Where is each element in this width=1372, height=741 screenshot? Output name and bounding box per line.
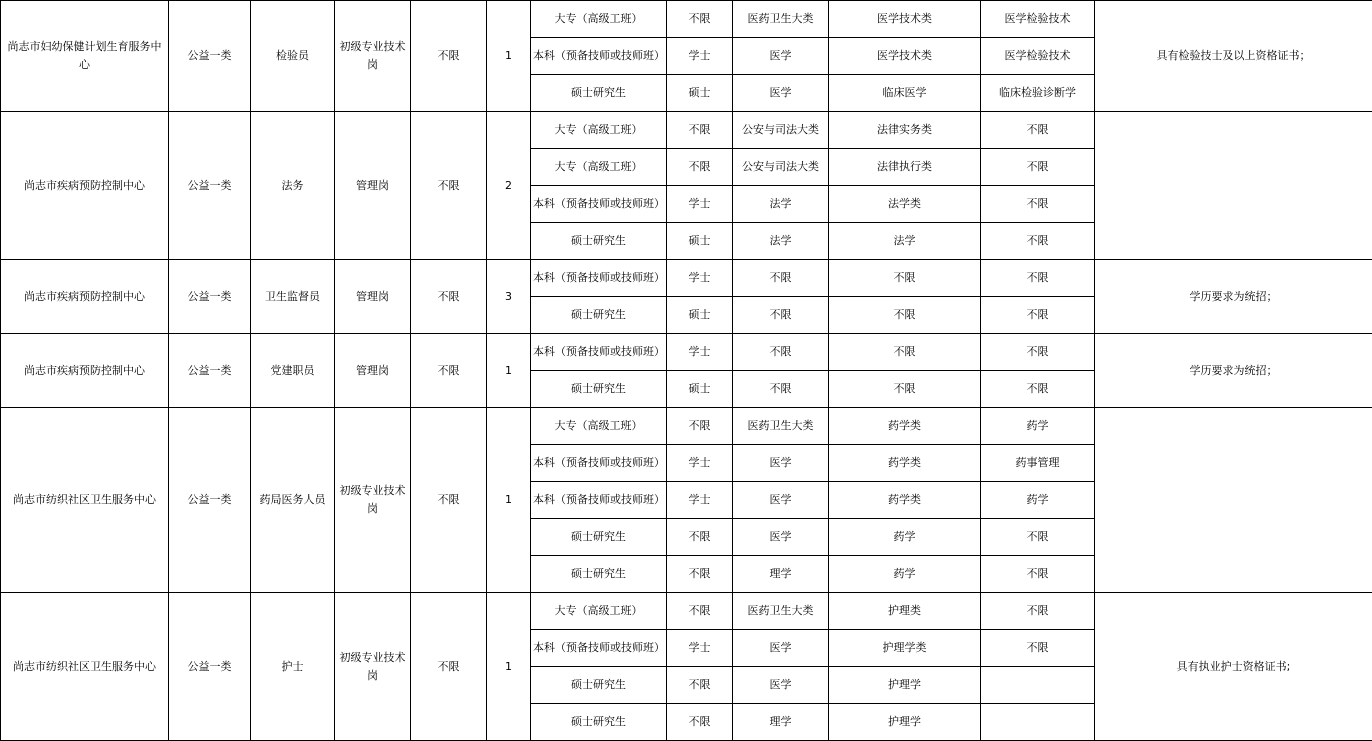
position-cell: 药局医务人员 (251, 408, 335, 593)
table-row (1, 334, 1372, 371)
major-cell: 药学 (981, 482, 1095, 519)
major-class-cell: 护理学 (829, 704, 981, 741)
major-class-cell: 法律实务类 (829, 112, 981, 149)
degree-cell: 学士 (667, 186, 733, 223)
major-cell: 不限 (981, 260, 1095, 297)
education-cell: 硕士研究生 (531, 556, 667, 593)
headcount-cell: 2 (487, 112, 531, 260)
headcount-cell: 1 (487, 1, 531, 112)
note-cell: 学历要求为统招； (1095, 334, 1372, 408)
unit-cell: 尚志市纺织社区卫生服务中心 (1, 408, 169, 593)
major-category-cell: 不限 (733, 371, 829, 408)
note-cell (1095, 408, 1372, 593)
category-cell: 公益一类 (169, 593, 251, 741)
unit-cell: 尚志市妇幼保健计划生育服务中心 (1, 1, 169, 112)
unit-cell: 尚志市疾病预防控制中心 (1, 112, 169, 260)
major-class-cell: 不限 (829, 334, 981, 371)
post-type-cell: 初级专业技术岗 (335, 1, 411, 112)
category-cell: 公益一类 (169, 408, 251, 593)
major-category-cell: 公安与司法大类 (733, 112, 829, 149)
headcount-cell: 1 (487, 408, 531, 593)
unit-cell: 尚志市纺织社区卫生服务中心 (1, 593, 169, 741)
education-cell: 大专（高级工班） (531, 408, 667, 445)
major-class-cell: 医学技术类 (829, 38, 981, 75)
degree-cell: 不限 (667, 704, 733, 741)
major-class-cell: 护理学 (829, 667, 981, 704)
major-category-cell: 法学 (733, 223, 829, 260)
major-class-cell: 不限 (829, 371, 981, 408)
category-cell: 公益一类 (169, 260, 251, 334)
education-cell: 大专（高级工班） (531, 593, 667, 630)
headcount-cell: 1 (487, 593, 531, 741)
table-row (1, 1, 1372, 38)
degree-cell: 不限 (667, 149, 733, 186)
education-cell: 本科（预备技师或技师班） (531, 260, 667, 297)
major-category-cell: 医药卫生大类 (733, 1, 829, 38)
degree-cell: 学士 (667, 334, 733, 371)
category-cell: 公益一类 (169, 1, 251, 112)
major-cell: 不限 (981, 519, 1095, 556)
major-category-cell: 法学 (733, 186, 829, 223)
education-cell: 本科（预备技师或技师班） (531, 445, 667, 482)
position-cell: 护士 (251, 593, 335, 741)
major-cell: 药学 (981, 408, 1095, 445)
major-category-cell: 不限 (733, 297, 829, 334)
headcount-cell: 1 (487, 334, 531, 408)
table-row (1, 260, 1372, 297)
position-cell: 检验员 (251, 1, 335, 112)
major-class-cell: 医学技术类 (829, 1, 981, 38)
major-class-cell: 临床医学 (829, 75, 981, 112)
education-cell: 本科（预备技师或技师班） (531, 630, 667, 667)
requirement-cell: 不限 (411, 112, 487, 260)
degree-cell: 学士 (667, 630, 733, 667)
table-row (1, 112, 1372, 149)
major-cell: 不限 (981, 334, 1095, 371)
major-cell: 不限 (981, 630, 1095, 667)
education-cell: 硕士研究生 (531, 223, 667, 260)
major-category-cell: 医学 (733, 75, 829, 112)
post-type-cell: 管理岗 (335, 112, 411, 260)
degree-cell: 不限 (667, 408, 733, 445)
major-category-cell: 医学 (733, 519, 829, 556)
position-cell: 卫生监督员 (251, 260, 335, 334)
major-cell: 不限 (981, 593, 1095, 630)
major-cell: 不限 (981, 371, 1095, 408)
requirement-cell: 不限 (411, 1, 487, 112)
major-category-cell: 公安与司法大类 (733, 149, 829, 186)
unit-cell: 尚志市疾病预防控制中心 (1, 260, 169, 334)
headcount-cell: 3 (487, 260, 531, 334)
major-cell: 不限 (981, 556, 1095, 593)
major-class-cell: 药学 (829, 556, 981, 593)
position-cell: 党建职员 (251, 334, 335, 408)
major-category-cell: 医学 (733, 482, 829, 519)
category-cell: 公益一类 (169, 112, 251, 260)
major-class-cell: 法学类 (829, 186, 981, 223)
major-class-cell: 药学 (829, 519, 981, 556)
major-cell (981, 704, 1095, 741)
major-cell: 临床检验诊断学 (981, 75, 1095, 112)
post-type-cell: 管理岗 (335, 260, 411, 334)
major-category-cell: 理学 (733, 704, 829, 741)
table-row (1, 408, 1372, 445)
degree-cell: 学士 (667, 38, 733, 75)
table-row (1, 593, 1372, 630)
major-cell: 不限 (981, 223, 1095, 260)
major-class-cell: 药学类 (829, 482, 981, 519)
major-cell (981, 667, 1095, 704)
education-cell: 本科（预备技师或技师班） (531, 482, 667, 519)
table-body (1, 1, 1372, 741)
note-cell: 具有执业护士资格证书; (1095, 593, 1372, 741)
education-cell: 硕士研究生 (531, 704, 667, 741)
education-cell: 硕士研究生 (531, 667, 667, 704)
requirement-cell: 不限 (411, 408, 487, 593)
degree-cell: 硕士 (667, 75, 733, 112)
education-cell: 本科（预备技师或技师班） (531, 38, 667, 75)
degree-cell: 不限 (667, 556, 733, 593)
note-cell: 学历要求为统招； (1095, 260, 1372, 334)
major-cell: 药事管理 (981, 445, 1095, 482)
major-cell: 不限 (981, 149, 1095, 186)
major-cell: 医学检验技术 (981, 38, 1095, 75)
education-cell: 本科（预备技师或技师班） (531, 334, 667, 371)
degree-cell: 学士 (667, 445, 733, 482)
degree-cell: 硕士 (667, 371, 733, 408)
major-category-cell: 不限 (733, 260, 829, 297)
requirement-cell: 不限 (411, 593, 487, 741)
major-class-cell: 护理学类 (829, 630, 981, 667)
major-class-cell: 药学类 (829, 445, 981, 482)
education-cell: 大专（高级工班） (531, 1, 667, 38)
degree-cell: 不限 (667, 519, 733, 556)
major-cell: 不限 (981, 186, 1095, 223)
degree-cell: 不限 (667, 667, 733, 704)
major-class-cell: 不限 (829, 260, 981, 297)
major-class-cell: 不限 (829, 297, 981, 334)
major-class-cell: 护理类 (829, 593, 981, 630)
major-category-cell: 医学 (733, 38, 829, 75)
category-cell: 公益一类 (169, 334, 251, 408)
degree-cell: 不限 (667, 112, 733, 149)
post-type-cell: 管理岗 (335, 334, 411, 408)
requirement-cell: 不限 (411, 260, 487, 334)
education-cell: 硕士研究生 (531, 75, 667, 112)
major-class-cell: 法律执行类 (829, 149, 981, 186)
education-cell: 硕士研究生 (531, 297, 667, 334)
major-category-cell: 医学 (733, 445, 829, 482)
degree-cell: 学士 (667, 260, 733, 297)
post-type-cell: 初级专业技术岗 (335, 408, 411, 593)
education-cell: 硕士研究生 (531, 371, 667, 408)
position-cell: 法务 (251, 112, 335, 260)
major-cell: 不限 (981, 297, 1095, 334)
major-class-cell: 药学类 (829, 408, 981, 445)
note-cell: 具有检验技士及以上资格证书； (1095, 1, 1372, 112)
requirement-cell: 不限 (411, 334, 487, 408)
major-category-cell: 医药卫生大类 (733, 593, 829, 630)
unit-cell: 尚志市疾病预防控制中心 (1, 334, 169, 408)
major-category-cell: 理学 (733, 556, 829, 593)
education-cell: 本科（预备技师或技师班） (531, 186, 667, 223)
major-category-cell: 医药卫生大类 (733, 408, 829, 445)
major-cell: 不限 (981, 112, 1095, 149)
degree-cell: 学士 (667, 482, 733, 519)
note-cell (1095, 112, 1372, 260)
education-cell: 大专（高级工班） (531, 149, 667, 186)
major-category-cell: 不限 (733, 334, 829, 371)
degree-cell: 硕士 (667, 297, 733, 334)
major-category-cell: 医学 (733, 667, 829, 704)
education-cell: 大专（高级工班） (531, 112, 667, 149)
degree-cell: 不限 (667, 1, 733, 38)
degree-cell: 不限 (667, 593, 733, 630)
post-type-cell: 初级专业技术岗 (335, 593, 411, 741)
major-category-cell: 医学 (733, 630, 829, 667)
education-cell: 硕士研究生 (531, 519, 667, 556)
major-cell: 医学检验技术 (981, 1, 1095, 38)
major-class-cell: 法学 (829, 223, 981, 260)
degree-cell: 硕士 (667, 223, 733, 260)
